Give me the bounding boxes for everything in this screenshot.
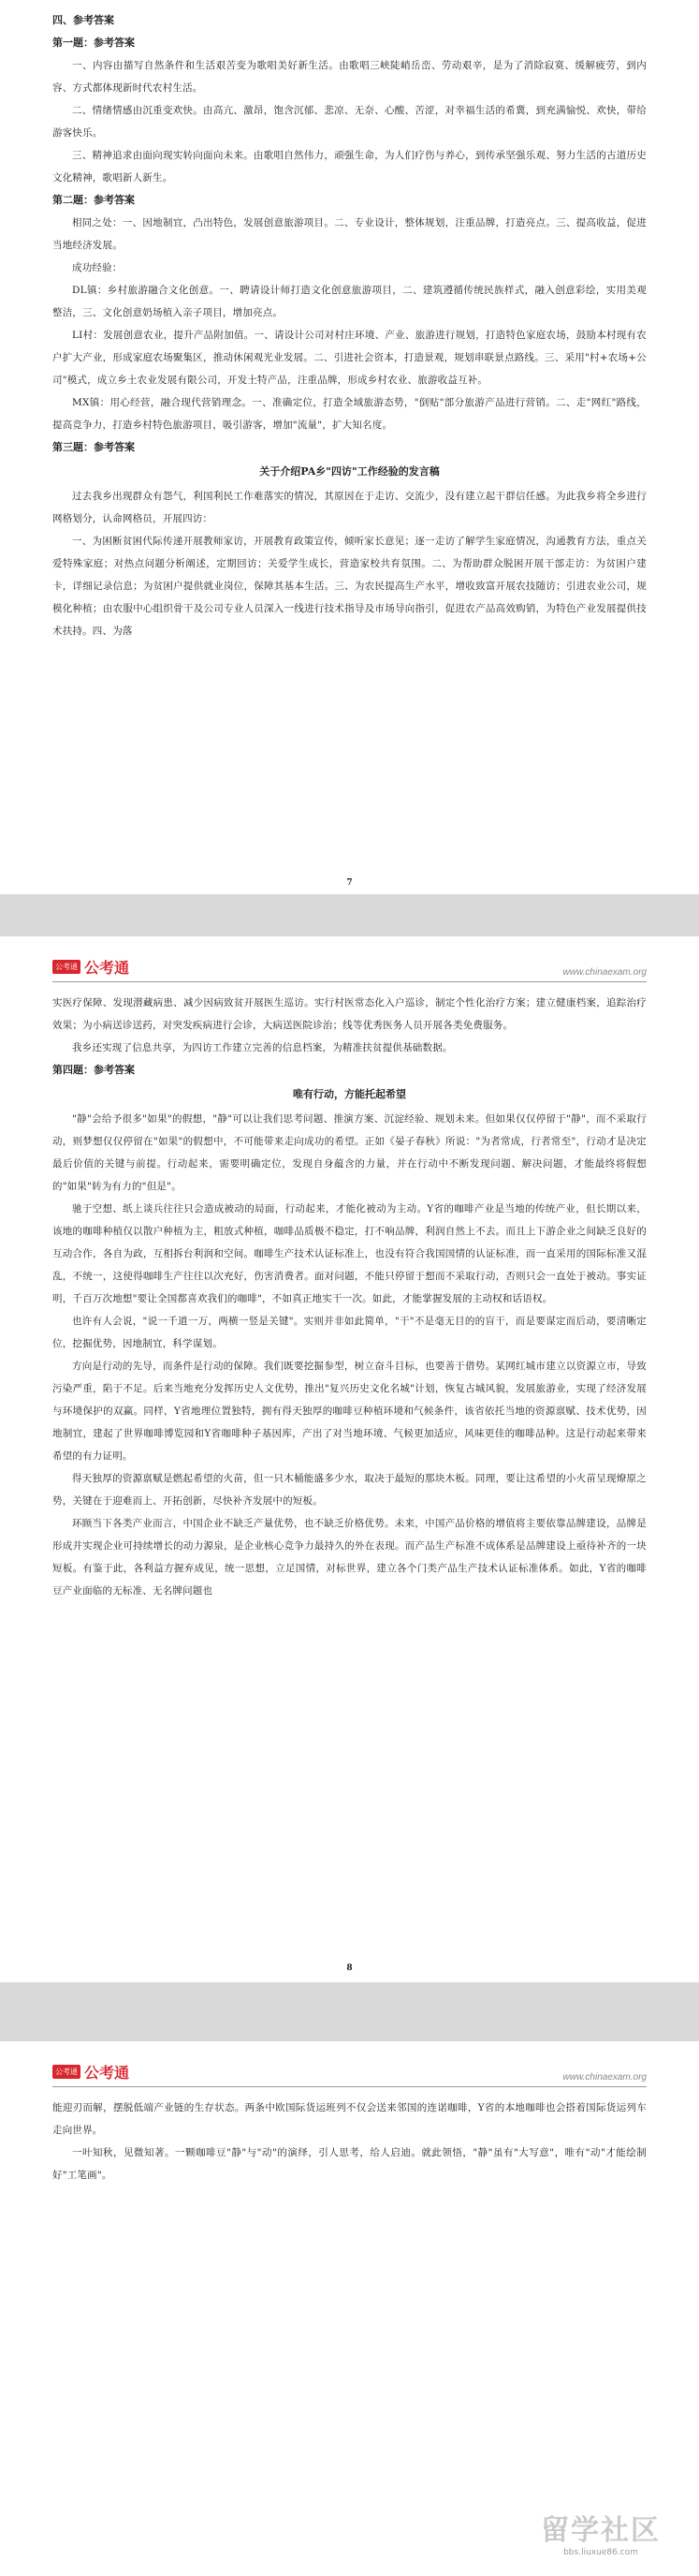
paragraph: 相同之处：一、因地制宜，凸出特色，发展创意旅游项目。二、专业设计，整体规划，注重品牌，打造亮点。三、提高收益，促进当地经济发展。 [52, 217, 647, 251]
q1-title: 第一题：参考答案 [52, 37, 135, 49]
page-9 [0, 2041, 699, 2576]
page-header [52, 936, 647, 982]
paragraph: 一叶知秋，见微知著。一颗咖啡豆"静"与"动"的演绎，引人思考，给人启迪。就此领悟，"静"虽有"大写意"，唯有"动"才能绘制好"工笔画"。 [52, 2147, 647, 2181]
page-8 [0, 936, 699, 1982]
paragraph: 三、精神追求由面向现实转向面向未来。由歌唱自然伟力，顽强生命，为人们疗伤与养心，到传承坚强乐观、努力生活的古道历史文化精神，歌唱新人新生。 [52, 150, 647, 184]
paragraph: 一、内容由描写自然条件和生活艰苦变为歌唱美好新生活。由歌唱三峡陡峭岳峦、劳动艰辛，是为了消除寂寞、缓解疲劳，到内容、方式都体现新时代农村生活。 [52, 60, 647, 94]
page-7 [0, 0, 699, 894]
paragraph: DL镇：乡村旅游融合文化创意。一、聘请设计师打造文化创意旅游项目，二、建筑遵循传统民族样式，融入创意彩绘，实用美观整洁，三、文化创意奶场植入亲子项目，增加亮点。 [52, 285, 647, 318]
logo [52, 956, 129, 978]
paragraph: 成功经验： [72, 262, 123, 273]
paragraph: 环顾当下各类产业而言，中国企业不缺乏产量优势，也不缺乏价格优势。未来，中国产品价格的增值将主要依靠品牌建设，品牌是形成并实现企业可持续增长的动力源泉，是企业核心竞争力最持久的外在表现。而产品生产标准不成体系是品牌建设上亟待补齐的一块短板。有鉴于此，各利益方握弃成见，统一思想，立足国情，对标世界，建立各个门类产品生产技术认证标准体系。如此，Y省的咖啡豆产业面临的无标准、无名牌问题也 [52, 1518, 647, 1597]
logo-badge: 公考通 [52, 2065, 80, 2079]
page-gap [0, 894, 699, 936]
paragraph: 二、情绪情感由沉重变欢快。由高亢、激昂，饱含沉郁、悲凉、无奈、心酸、苦涩，对幸福生活的希冀，到充满愉悦、欢快，带给游客快乐。 [52, 105, 647, 139]
paragraph: LI村：发展创意农业，提升产品附加值。一、请设计公司对村庄环境、产业、旅游进行规划，打造特色家庭农场，鼓励本村现有农户扩大产业，形成家庭农场聚集区，推动休闲观光业发展。二、引进社会资本，打造景观，规划串联景点路线。三、采用"村+农场+公司"模式，成立乡土农业发展有限公司，开发土特产品，注重品牌，形成乡村农业、旅游收益互补。 [52, 330, 647, 386]
paragraph: 得天独厚的资源禀赋是燃起希望的火苗，但一只木桶能盛多少水，取决于最短的那块木板。同理，要让这希望的小火苗呈现燎原之势，关键在于迎难而上、开拓创新，尽快补齐发展中的短板。 [52, 1473, 647, 1507]
q3-title: 第三题：参考答案 [52, 441, 135, 453]
q4-title: 第四题：参考答案 [52, 1064, 135, 1076]
logo [52, 2061, 129, 2083]
header-url: www.chinaexam.org [562, 967, 647, 978]
page-number: 7 [346, 878, 353, 888]
paragraph: 也许有人会说，"说一千道一万，两横一竖是关键"。实则并非如此简单，"干"不是毫无目的的盲干，而是要谋定而后动，要清晰定位，挖掘优势，因地制宜，科学谋划。 [52, 1316, 647, 1349]
paragraph: MX镇：用心经营，融合现代营销理念。一、准确定位，打造全域旅游态势，"倒贴"部分旅游产品进行营销。二、走"网红"路线，提高竞争力，打造乡村特色旅游项目，吸引游客，增加"流量"，扩大知名度。 [52, 397, 647, 431]
paragraph: 驰于空想、纸上谈兵往往只会造成被动的局面，行动起来，才能化被动为主动。Y省的咖啡产业是当地的传统产业，但长期以来，该地的咖啡种植仅以散户种植为主，粗放式种植，咖啡品质极不稳定，打不响品牌，利润自然上不去。而且上下游企业之间缺乏良好的互动合作，各自为政，互相拆台利润和空间。咖啡生产技术认证标准上，也没有符合我国国情的认证标准，而一直采用的国际标准又混乱，不统一，这使得咖啡生产往往以次充好，伤害消费者。面对问题，不能只停留于想而不采取行动，否则只会一直处于被动。事实证明，千百万次地想"要让全国都喜欢我们的咖啡"，不如真正地实干一次。如此，才能掌握发展的主动权和话语权。 [52, 1203, 647, 1304]
logo-badge: 公考通 [52, 960, 80, 974]
watermark-url: bbs.liuxue86.com [563, 2548, 638, 2557]
paragraph: "静"会给予很多"如果"的假想，"静"可以让我们思考问题、推演方案、沉淀经验、规划未来。但如果仅仅停留于"静"，而不采取行动，则梦想仅仅停留在"如果"的假想中，不可能带来走向成功的希望。正如《晏子春秋》所说："为者常成，行者常至"，行动才是决定最后价值的关键与前提。行动起来，需要明确定位，发现自身蕴含的力量，并在行动中不断发现问题、解决问题，才能最终将假想的"如果"转为有力的"但是"。 [52, 1113, 647, 1192]
page-header [52, 2041, 647, 2087]
speech-title: 关于介绍PA乡"四访"工作经验的发言稿 [259, 465, 440, 478]
page-number: 8 [346, 1964, 353, 1973]
paragraph: 能迎刃而解，摆脱低端产业链的生存状态。两条中欧国际货运班列不仅会送来邻国的连诺咖啡，Y省的本地咖啡也会搭着国际货运列车走向世界。 [52, 2102, 647, 2136]
paragraph: 我乡还实现了信息共享，为四访工作建立完善的信息档案，为精准扶贫提供基础数据。 [72, 1042, 453, 1053]
paragraph: 实医疗保障、发现潜藏病患、减少因病致贫开展医生巡访。实行村医常态化入户巡诊，制定个性化治疗方案；建立健康档案，追踪治疗效果；为小病送诊送药，对突发疾病进行会诊，大病送医院诊治；线等优秀医务人员开展各类免费服务。 [52, 997, 647, 1031]
watermark [531, 2507, 671, 2557]
paragraph: 过去我乡出现群众有怨气，利国利民工作难落实的情况，其原因在于走访、交流少，没有建立起干群信任感。为此我乡将全乡进行网格划分，认命网格员，开展四访： [52, 491, 647, 524]
section-title: 四、参考答案 [52, 14, 114, 26]
paragraph: 方向是行动的先导，而条件是行动的保障。我们既要挖掘参型，树立奋斗目标，也要善于借势。某网红城市建立以资源立市，导致污染严重，陷于不足。后来当地充分发挥历史人文优势，推出"复兴历史文化名城"计划，恢复古城风貌，发展旅游业，实现了经济发展与环境保护的双赢。同样，Y省地理位置独特，拥有得天独厚的咖啡豆种植环境和气候条件，该省依托当地的资源禀赋、技术优势，因地制宜，建起了世界咖啡博览园和Y省咖啡种子基因库，产出了对当地环境、气候更加适应，风味更佳的咖啡品种。这是行动起来带来希望的有力证明。 [52, 1361, 647, 1462]
logo-text: 公考通 [84, 959, 130, 977]
watermark-logo: 留学社区 [541, 2514, 661, 2547]
paragraph: 一、为困断贫困代际传递开展教师家访，开展教育政策宣传，倾听家长意见；逐一走访了解学生家庭情况，沟通教育方法，重点关爱特殊家庭；对热点问题分析阐述，定期回访；关爱学生成长，营造家校共育氛围。二、为帮助群众脱困开展干部走访：为贫困户建卡，详细记录信息；为贫困户提供就业岗位，保障其基本生活。三、为农民提高生产水平，增收致富开展农技随访；引进农业公司，规模化种植；由农服中心组织骨干及公司专业人员深入一线进行技术指导及市场导向指引，促进农产品高效购销，为特色产业发展提供技术扶持。四、为落 [52, 536, 647, 637]
logo-text: 公考通 [84, 2064, 130, 2082]
header-url: www.chinaexam.org [562, 2072, 647, 2083]
q2-title: 第二题：参考答案 [52, 194, 135, 206]
page-gap [0, 1982, 699, 2041]
essay-title: 唯有行动，方能托起希望 [293, 1088, 406, 1100]
